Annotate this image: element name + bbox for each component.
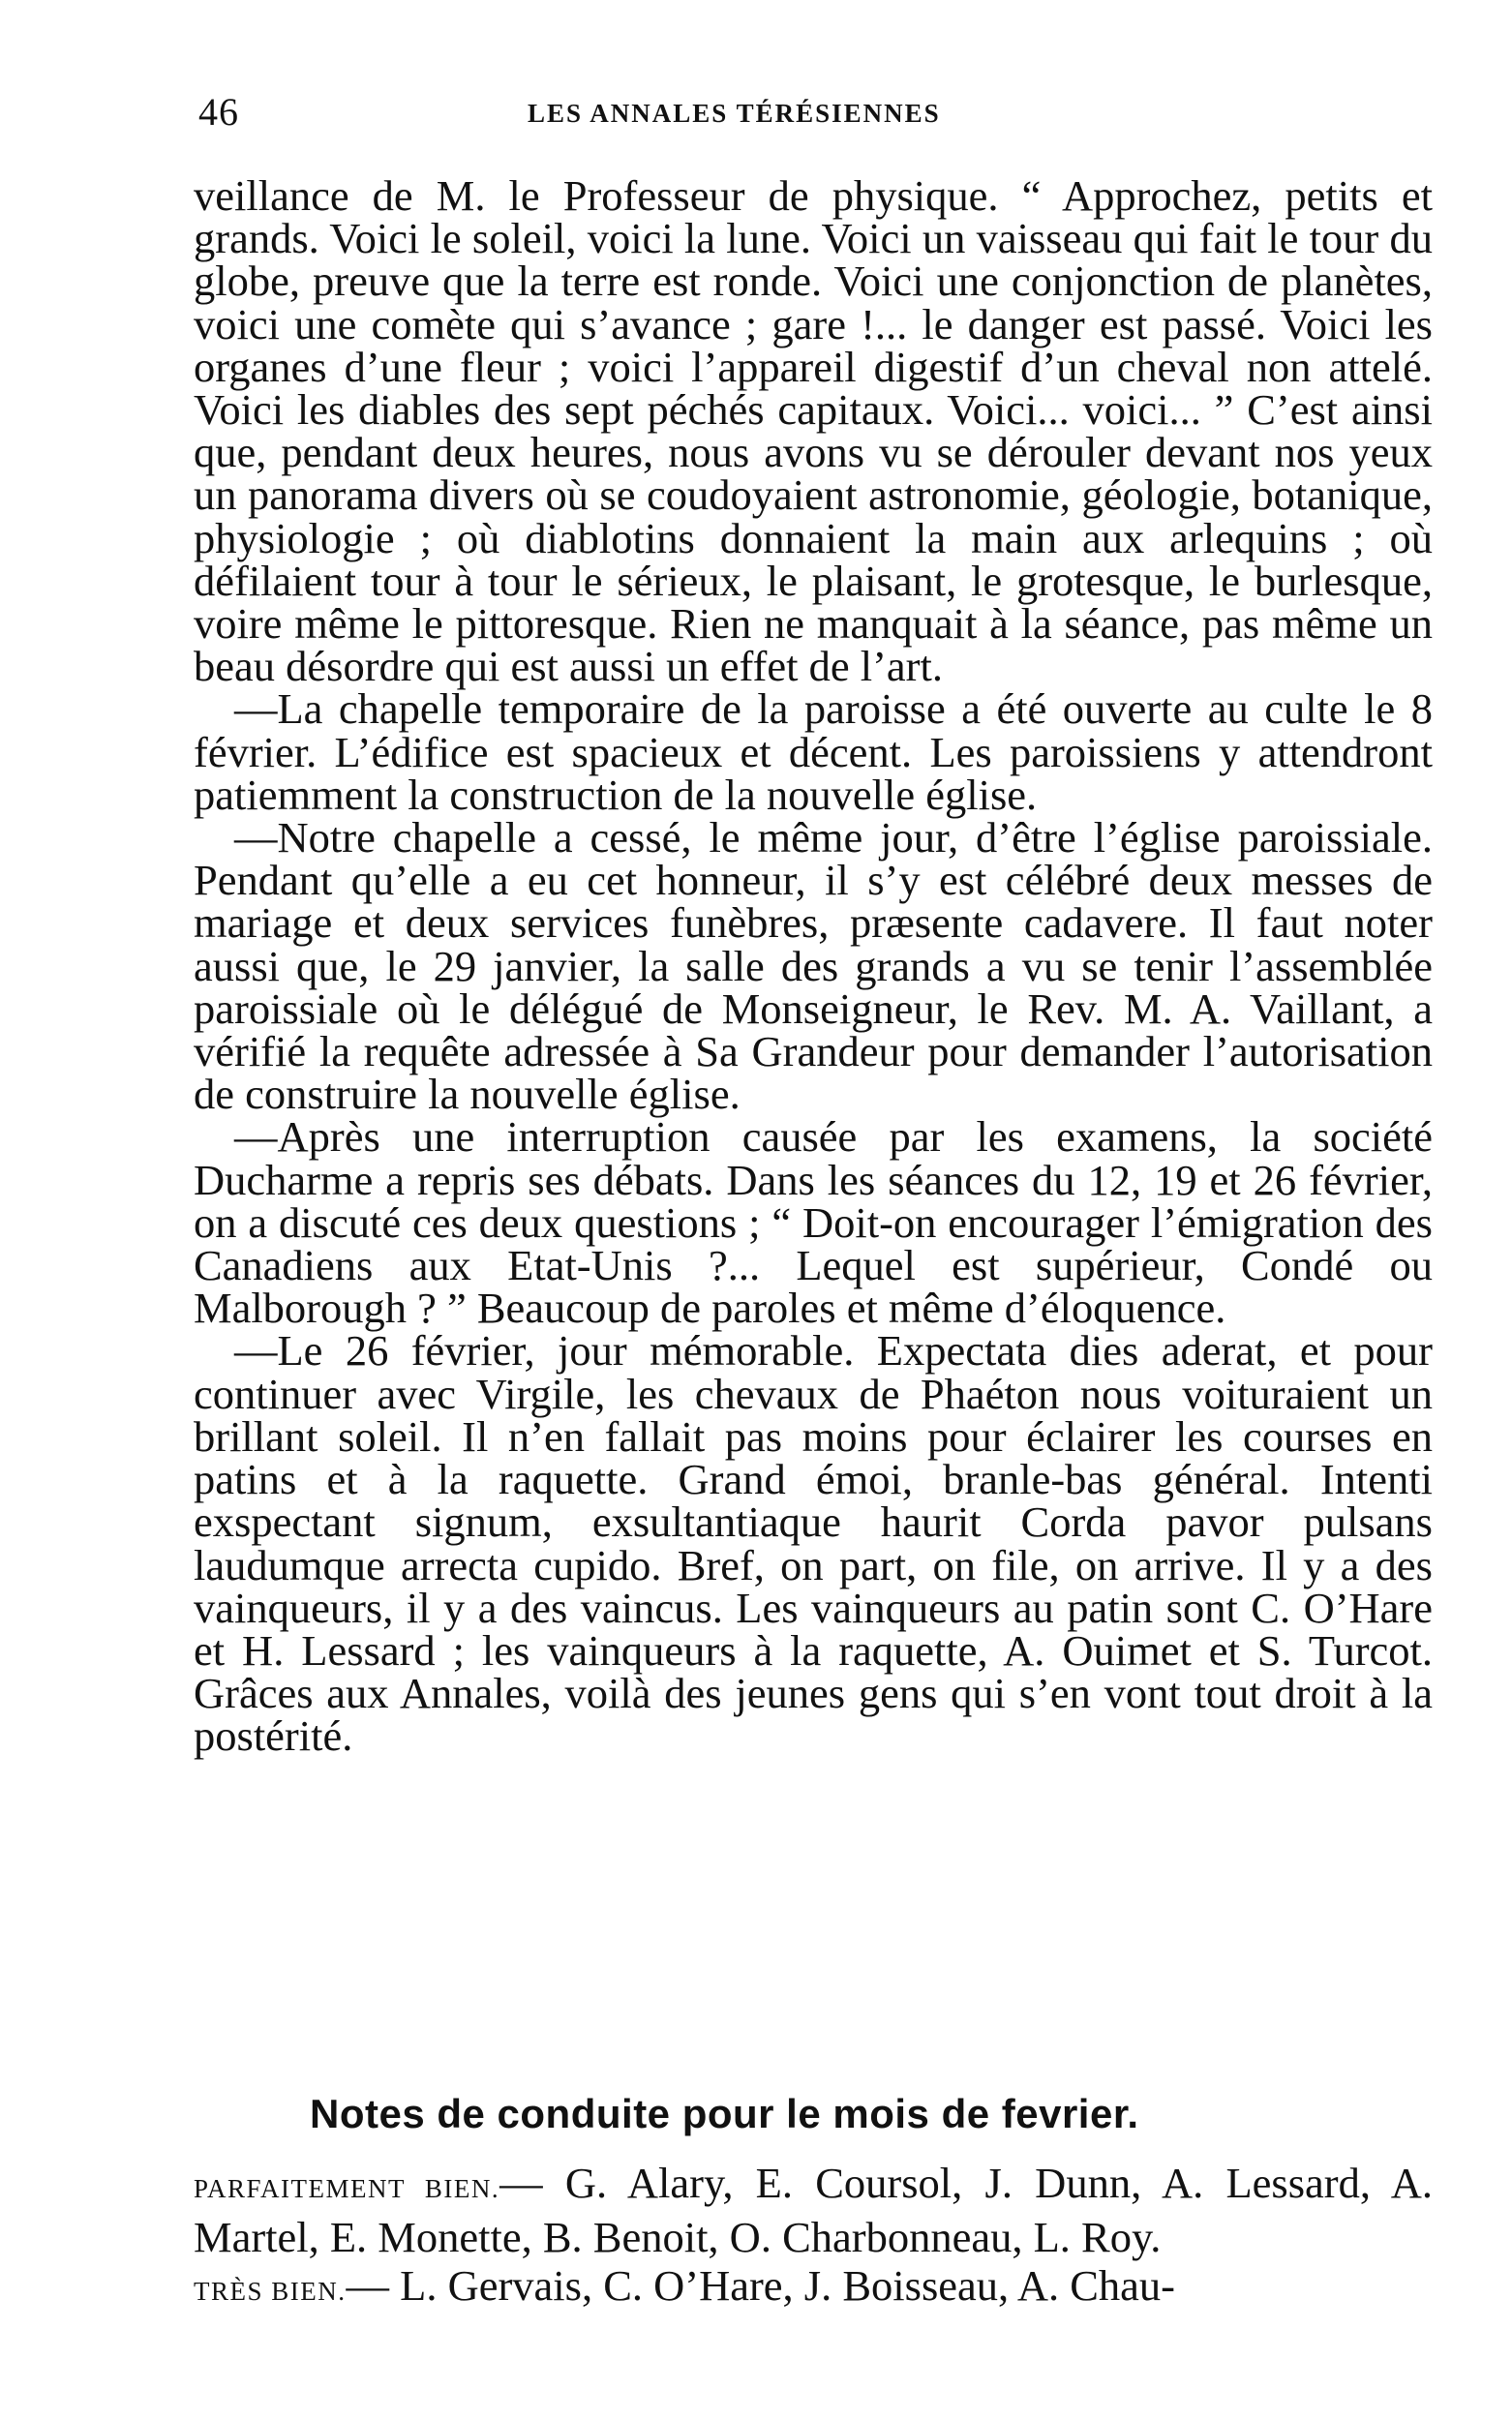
article-body (194, 171, 1433, 1761)
running-title: LES ANNALES TÉRÉSIENNES (528, 99, 941, 128)
paragraph-ducharme-society: —Après une interruption causée par les examens, la société Ducharme a repris ses débats. Dans les séances du 12, 19 et 26 février, on a discuté ces deux questions ; “ Doit-on encourager l’émigration des Canadiens aux Etat-Unis ?... Lequel est supérieur, Condé ou Malborough ? ” Beaucoup de paroles et même d’éloquence. (194, 1112, 1433, 1333)
conduct-note-names: — L. Gervais, C. O’Hare, J. Boisseau, A. Chau- (346, 2261, 1175, 2310)
section-title-conduct-notes: Notes de conduite pour le mois de fevrier. (310, 2091, 1139, 2136)
paragraph-temporary-chapel: —La chapelle temporaire de la paroisse a été ouverte au culte le 8 février. L’édifice est spacieux et décent. Les paroissiens y attendront patiemment la construction de la nouvelle église. (194, 684, 1433, 819)
conduct-note-item (194, 2261, 1433, 2315)
page-number: 46 (198, 90, 239, 134)
conduct-notes-list (194, 2159, 1433, 2315)
paragraph-february-races: —Le 26 février, jour mémorable. Expectata dies aderat, et pour continuer avec Virgile, les chevaux de Phaéton nous voituraient un brillant soleil. Il n’en fallait pas moins pour éclairer les courses en patins et à la raquette. Grand émoi, branle-bas général. Intenti exspectant signum, exsultantiaque haurit Corda pavor pulsans laudumque arrecta cupido. Bref, on part, on file, on arrive. Il y a des vainqueurs, il y a des vaincus. Les vainqueurs au patin sont C. O’Hare et H. Lessard ; les vainqueurs à la raquette, A. Ouimet et S. Turcot. Grâces aux Annales, voilà des jeunes gens qui s’en vont tout droit à la postérité. (194, 1326, 1433, 1761)
conduct-note-item (194, 2159, 1433, 2261)
paragraph-chapel-ceased: —Notre chapelle a cessé, le même jour, d’être l’église paroissiale. Pendant qu’elle a eu cet honneur, il s’y est célébré deux messes de mariage et deux services funèbres, præsente cadavere. Il faut noter aussi que, le 29 janvier, la salle des grands a vu se tenir l’assemblée paroissiale où le délégué de Monseigneur, le Rev. M. A. Vaillant, a vérifié la requête adressée à Sa Grandeur pour demander l’autorisation de construire la nouvelle église. (194, 813, 1433, 1119)
conduct-note-label: PARFAITEMENT BIEN. (194, 2174, 500, 2203)
conduct-note-names: — G. Alary, E. Coursol, J. Dunn, A. Lessard, A. Martel, E. Monette, B. Benoit, O. Charbonneau, L. Roy. (194, 2159, 1433, 2261)
running-head (198, 89, 1437, 147)
paragraph-physics-show: veillance de M. le Professeur de physique. “ Approchez, petits et grands. Voici le soleil, voici la lune. Voici un vaisseau qui fait le tour du globe, preuve que la terre est ronde. Voici une conjonction de planètes, voici une comète qui s’avance ; gare !... le danger est passé. Voici les organes d’une fleur ; voici l’appareil digestif d’un cheval non attelé. Voici les diables des sept péchés capitaux. Voici... voici... ” C’est ainsi que, pendant deux heures, nous avons vu se dérouler devant nos yeux un panorama divers où se coudoyaient astronomie, géologie, botanique, physiologie ; où diablotins donnaient la main aux arlequins ; où défilaient tour à tour le sérieux, le plaisant, le grotesque, le burlesque, voire même le pittoresque. Rien ne manquait à la séance, pas même un beau désordre qui est aussi un effet de l’art. (194, 171, 1433, 691)
conduct-note-label: TRÈS BIEN. (194, 2277, 347, 2306)
